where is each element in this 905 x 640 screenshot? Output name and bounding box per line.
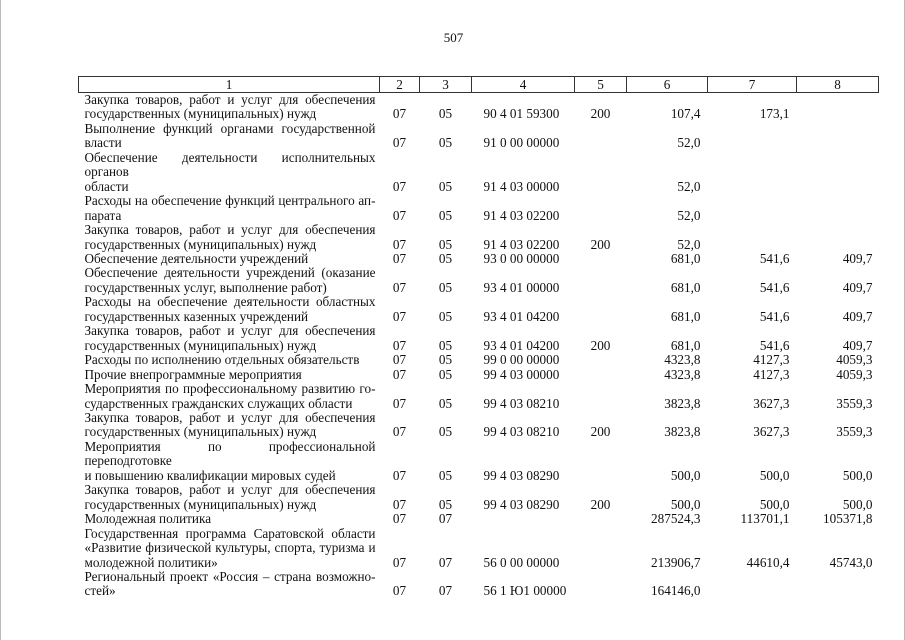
table-row (79, 368, 879, 382)
amount-year-2: 500,0 (759, 467, 790, 483)
column-header: 8 (797, 77, 879, 93)
section-code: 07 (392, 308, 407, 324)
amount-year-3 (797, 570, 879, 599)
amount-year-3: 500,0 (842, 467, 873, 483)
budget-table (78, 76, 879, 599)
subsection-code: 07 (438, 583, 453, 599)
amount-year-2: 500,0 (759, 496, 790, 512)
description-line: Мероприятия по профессиональной переподготовке (84, 438, 376, 469)
subsection-code: 05 (438, 366, 453, 382)
amount-year-1: 3823,8 (664, 424, 701, 440)
amount-year-1: 287524,3 (651, 511, 701, 527)
row-description (79, 382, 380, 411)
row-description (79, 411, 380, 440)
description-line: области (84, 178, 129, 194)
description-line: Закупка товаров, работ и услуг для обеспечения (84, 409, 376, 425)
amount-year-1: 681,0 (670, 308, 701, 324)
expense-type-code (575, 194, 627, 223)
target-article-code: 93 4 01 04200 (483, 337, 560, 353)
amount-year-3: 105371,8 (823, 511, 873, 527)
expense-type-code (575, 266, 627, 295)
amount-year-3: 45743,0 (829, 554, 873, 570)
expense-type-code (575, 151, 627, 194)
subsection-code: 05 (438, 135, 453, 151)
description-line: стей» (84, 583, 116, 599)
amount-year-3: 409,7 (842, 308, 873, 324)
description-line: государственных (муниципальных) нужд (84, 106, 317, 122)
section-code: 07 (392, 511, 407, 527)
amount-year-2 (708, 570, 797, 599)
expense-type-code: 200 (590, 424, 611, 440)
column-header: 6 (627, 77, 708, 93)
amount-year-2: 44610,4 (746, 554, 790, 570)
column-header: 7 (708, 77, 797, 93)
table-row (79, 223, 879, 252)
target-article-code: 93 0 00 00000 (483, 250, 560, 266)
description-line: Молодежная политика (84, 511, 212, 527)
target-article-code: 99 4 03 08210 (483, 424, 560, 440)
description-line: Закупка товаров, работ и услуг для обеспечения (84, 92, 376, 107)
section-code: 07 (392, 352, 407, 368)
description-line: Расходы на обеспечение деятельности областных (84, 294, 376, 310)
amount-year-2 (708, 122, 797, 151)
section-code: 07 (392, 366, 407, 382)
subsection-code: 05 (438, 424, 453, 440)
table-row (79, 194, 879, 223)
expense-type-code: 200 (590, 496, 611, 512)
section-code: 07 (392, 467, 407, 483)
row-description (79, 324, 380, 353)
amount-year-2: 541,6 (759, 337, 790, 353)
target-article-code: 91 0 00 00000 (483, 135, 560, 151)
amount-year-2 (708, 194, 797, 223)
row-description (79, 266, 380, 295)
table-row (79, 382, 879, 411)
subsection-code: 05 (438, 308, 453, 324)
amount-year-1: 4323,8 (664, 352, 701, 368)
amount-year-1: 52,0 (677, 135, 701, 151)
description-line: Обеспечение деятельности учреждений (оказание (84, 265, 376, 281)
subsection-code: 05 (438, 236, 453, 252)
expense-type-code (575, 295, 627, 324)
expense-type-code (575, 512, 627, 526)
row-description (79, 194, 380, 223)
section-code: 07 (392, 106, 407, 122)
expense-type-code: 200 (590, 106, 611, 122)
section-code: 07 (392, 250, 407, 266)
table-row (79, 440, 879, 483)
row-description (79, 122, 380, 151)
table-row (79, 266, 879, 295)
target-article-code: 56 1 Ю1 00000 (483, 583, 567, 599)
row-description (79, 527, 380, 570)
column-header: 4 (472, 77, 575, 93)
section-code: 07 (392, 554, 407, 570)
description-line: Выполнение функций органами государственной (84, 120, 376, 136)
description-line: Прочие внепрограммные мероприятия (84, 366, 302, 382)
amount-year-3: 3559,3 (836, 395, 873, 411)
subsection-code: 05 (438, 467, 453, 483)
section-code: 07 (392, 583, 407, 599)
section-code: 07 (392, 207, 407, 223)
target-article-code: 91 4 03 00000 (483, 178, 560, 194)
row-description (79, 353, 380, 367)
amount-year-2: 113701,1 (740, 511, 790, 527)
description-line: и повышению квалификации мировых судей (84, 467, 336, 483)
description-line: молодежной политики» (84, 554, 218, 570)
amount-year-2: 541,6 (759, 308, 790, 324)
table-row (79, 353, 879, 367)
row-description (79, 295, 380, 324)
table-row (79, 324, 879, 353)
table-row (79, 252, 879, 266)
amount-year-2: 3627,3 (753, 395, 790, 411)
description-line: власти (84, 135, 122, 151)
amount-year-1: 213906,7 (651, 554, 701, 570)
target-article-code: 93 4 01 00000 (483, 279, 560, 295)
amount-year-1: 52,0 (677, 178, 701, 194)
amount-year-1: 4323,8 (664, 366, 701, 382)
amount-year-2: 173,1 (759, 106, 790, 122)
amount-year-2: 541,6 (759, 279, 790, 295)
subsection-code: 05 (438, 395, 453, 411)
subsection-code: 05 (438, 352, 453, 368)
amount-year-1: 681,0 (670, 279, 701, 295)
description-line: государственных (муниципальных) нужд (84, 496, 317, 512)
subsection-code: 07 (438, 511, 453, 527)
column-header: 1 (79, 77, 380, 93)
description-line: государственных (муниципальных) нужд (84, 236, 317, 252)
target-article-code: 99 0 00 00000 (483, 352, 560, 368)
target-article-code: 99 4 03 08290 (483, 467, 560, 483)
row-description (79, 570, 380, 599)
amount-year-1: 500,0 (670, 496, 701, 512)
expense-type-code (575, 122, 627, 151)
amount-year-1: 164146,0 (651, 583, 701, 599)
table-row (79, 483, 879, 512)
amount-year-3: 4059,3 (836, 366, 873, 382)
table-row (79, 151, 879, 194)
table-row (79, 411, 879, 440)
subsection-code: 05 (438, 178, 453, 194)
description-line: государственных (муниципальных) нужд (84, 424, 317, 440)
amount-year-3: 409,7 (842, 337, 873, 353)
description-line: Государственная программа Саратовской области (84, 525, 376, 541)
expense-type-code (575, 527, 627, 570)
table-row (79, 295, 879, 324)
section-code: 07 (392, 279, 407, 295)
table-row (79, 122, 879, 151)
amount-year-1: 107,4 (670, 106, 701, 122)
page-number: 507 (443, 30, 464, 45)
target-article-code (472, 512, 575, 526)
row-description (79, 483, 380, 512)
row-description (79, 512, 380, 526)
description-line: «Развитие физической культуры, спорта, туризма и (84, 540, 376, 556)
section-code: 07 (392, 337, 407, 353)
target-article-code: 91 4 03 02200 (483, 236, 560, 252)
expense-type-code (575, 382, 627, 411)
amount-year-3: 409,7 (842, 250, 873, 266)
amount-year-1: 52,0 (677, 236, 701, 252)
description-line: государственных услуг, выполнение работ) (84, 279, 327, 295)
expense-type-code: 200 (590, 337, 611, 353)
table-row (79, 527, 879, 570)
description-line: Закупка товаров, работ и услуг для обеспечения (84, 222, 376, 238)
row-description (79, 368, 380, 382)
subsection-code: 05 (438, 207, 453, 223)
subsection-code: 05 (438, 279, 453, 295)
amount-year-1: 52,0 (677, 207, 701, 223)
table-row (79, 570, 879, 599)
description-line: государственных (муниципальных) нужд (84, 337, 317, 353)
expense-type-code (575, 368, 627, 382)
table-row (79, 93, 879, 122)
section-code: 07 (392, 496, 407, 512)
amount-year-2: 4127,3 (753, 366, 790, 382)
row-description (79, 93, 380, 122)
column-header: 5 (575, 77, 627, 93)
description-line: Закупка товаров, работ и услуг для обеспечения (84, 482, 376, 498)
subsection-code: 05 (438, 496, 453, 512)
section-code: 07 (392, 178, 407, 194)
target-article-code: 91 4 03 02200 (483, 207, 560, 223)
amount-year-1: 681,0 (670, 337, 701, 353)
target-article-code: 99 4 03 08290 (483, 496, 560, 512)
section-code: 07 (392, 395, 407, 411)
description-line: Обеспечение деятельности учреждений (84, 250, 309, 266)
description-line: Мероприятия по профессиональному развитию го- (84, 381, 376, 397)
subsection-code: 05 (438, 106, 453, 122)
target-article-code: 99 4 03 08210 (483, 395, 560, 411)
amount-year-1: 500,0 (670, 467, 701, 483)
expense-type-code (575, 353, 627, 367)
description-line: Закупка товаров, работ и услуг для обеспечения (84, 323, 376, 339)
target-article-code: 99 4 03 00000 (483, 366, 560, 382)
amount-year-2 (708, 151, 797, 194)
section-code: 07 (392, 236, 407, 252)
expense-type-code (575, 440, 627, 483)
amount-year-3: 4059,3 (836, 352, 873, 368)
description-line: государственных казенных учреждений (84, 308, 309, 324)
amount-year-3: 3559,3 (836, 424, 873, 440)
amount-year-2: 4127,3 (753, 352, 790, 368)
amount-year-3: 500,0 (842, 496, 873, 512)
row-description (79, 223, 380, 252)
amount-year-1: 3823,8 (664, 395, 701, 411)
amount-year-3 (797, 194, 879, 223)
row-description (79, 252, 380, 266)
expense-type-code (575, 252, 627, 266)
amount-year-3 (797, 122, 879, 151)
section-code: 07 (392, 424, 407, 440)
amount-year-3 (797, 151, 879, 194)
target-article-code: 90 4 01 59300 (483, 106, 560, 122)
column-header: 3 (420, 77, 472, 93)
column-header: 2 (380, 77, 420, 93)
expense-type-code: 200 (590, 236, 611, 252)
amount-year-2: 541,6 (759, 250, 790, 266)
subsection-code: 05 (438, 250, 453, 266)
description-line: Региональный проект «Россия – страна возможно- (84, 568, 376, 584)
target-article-code: 93 4 01 04200 (483, 308, 560, 324)
amount-year-2 (708, 223, 797, 252)
subsection-code: 05 (438, 337, 453, 353)
expense-type-code (575, 570, 627, 599)
description-line: Расходы по исполнению отдельных обязательств (84, 352, 360, 368)
description-line: парата (84, 207, 122, 223)
amount-year-1: 681,0 (670, 250, 701, 266)
section-code: 07 (392, 135, 407, 151)
amount-year-3: 409,7 (842, 279, 873, 295)
description-line: Обеспечение деятельности исполнительных органов (84, 149, 376, 180)
amount-year-3 (797, 93, 879, 122)
row-description (79, 151, 380, 194)
subsection-code: 07 (438, 554, 453, 570)
amount-year-2: 3627,3 (753, 424, 790, 440)
target-article-code: 56 0 00 00000 (483, 554, 560, 570)
amount-year-3 (797, 223, 879, 252)
description-line: сударственных гражданских служащих области (84, 395, 353, 411)
row-description (79, 440, 380, 483)
table-row (79, 512, 879, 526)
table-header-row (79, 77, 879, 93)
description-line: Расходы на обеспечение функций центрального ап- (84, 193, 376, 209)
